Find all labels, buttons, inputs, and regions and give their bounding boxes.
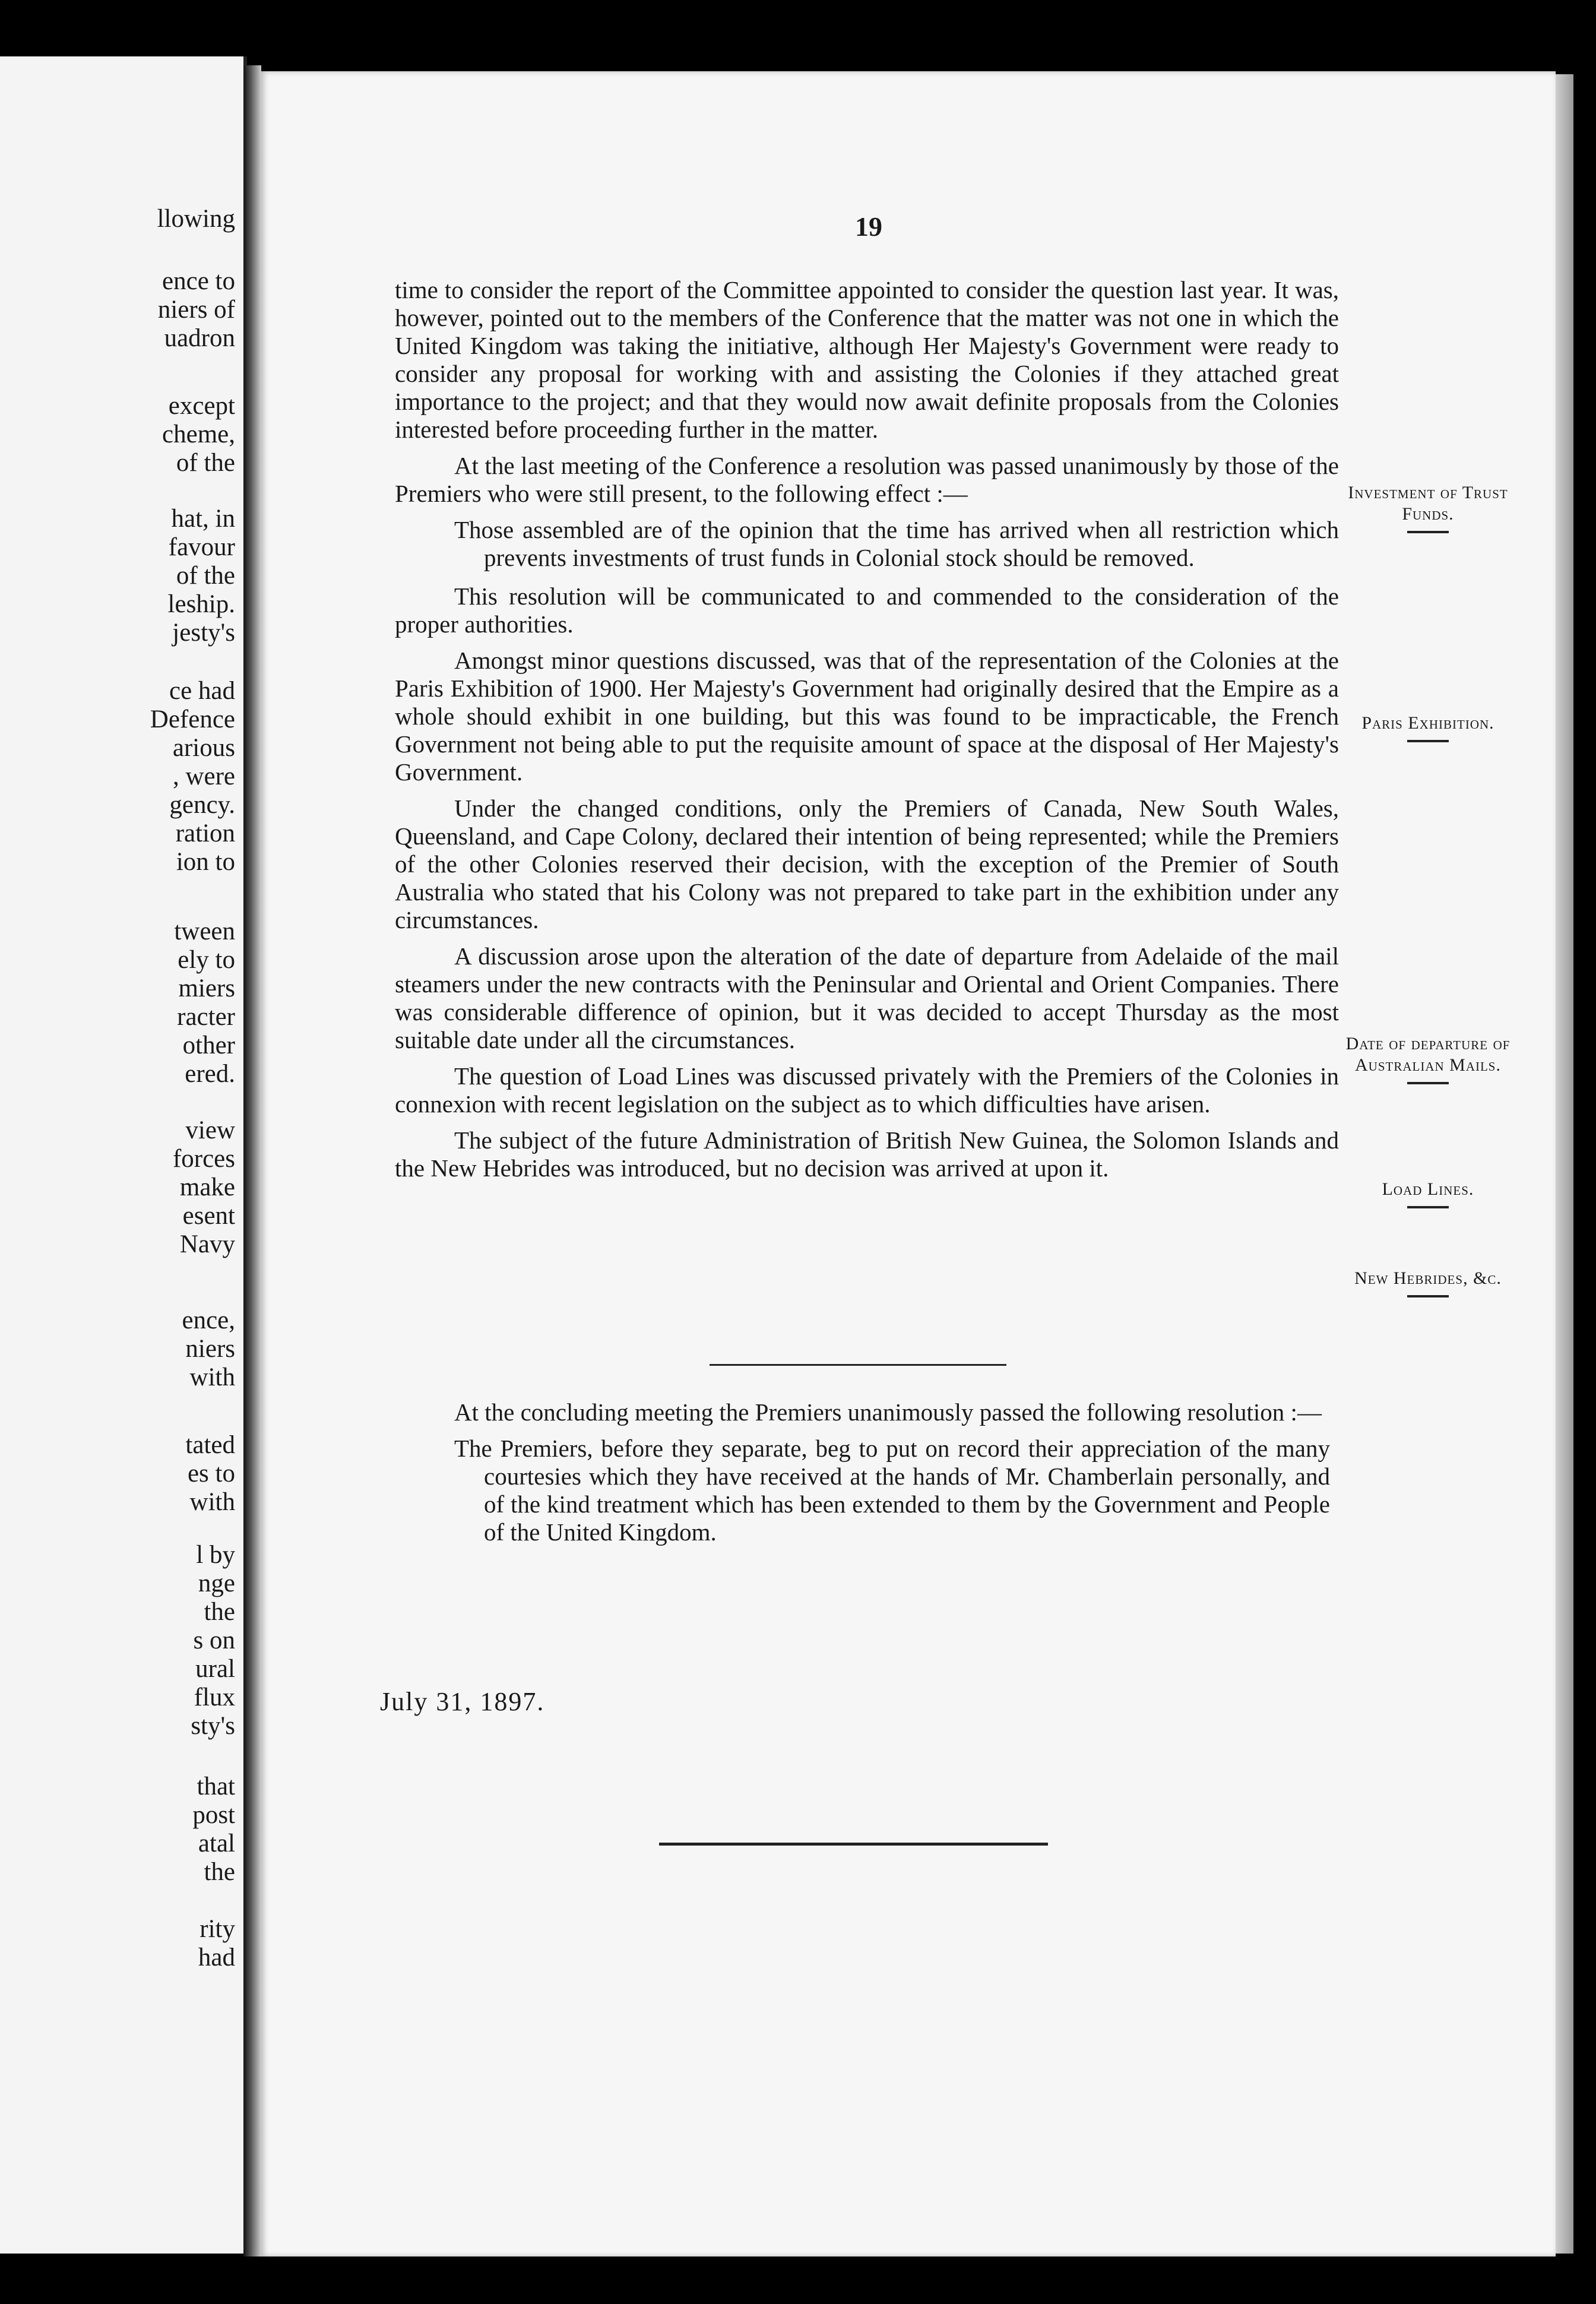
- left-page-text-fragment: sty's: [191, 1712, 235, 1740]
- book-gutter: [243, 65, 261, 2256]
- left-page-text-fragment: ered.: [185, 1060, 235, 1088]
- left-page-text-fragment: cheme,: [162, 420, 235, 448]
- left-page-text-fragment: niers of: [157, 296, 235, 324]
- paragraph-load-lines: The question of Load Lines was discussed privately with the Premiers of the Colonies in connexion with recent legislation on the subject as to which difficulties have arisen.: [395, 1062, 1339, 1118]
- left-page-text-fragment: rity: [200, 1915, 235, 1943]
- left-page-text-fragment: Defence: [150, 705, 235, 733]
- left-page-text-fragment: , were: [172, 762, 235, 790]
- left-page-text-fragment: ence,: [182, 1306, 235, 1334]
- paragraph-mail-steamers: A discussion arose upon the alteration of the date of departure from Adelaide of the mail steamers under the new contracts with the Peninsular and Oriental and Orient Companies. There was considerable difference of opinion, but it was decided to accept Thursday as the most suitable date under all the circumstances.: [395, 942, 1339, 1053]
- left-page-text-fragment: with: [189, 1363, 235, 1391]
- margin-rule: [1407, 1206, 1449, 1208]
- margin-rule: [1407, 740, 1449, 742]
- left-page-text-fragment: hat, in: [171, 505, 235, 533]
- left-page-text-fragment: ely to: [178, 946, 235, 974]
- left-page-text-fragment: es to: [187, 1460, 235, 1488]
- left-page-text-fragment: of the: [176, 449, 235, 477]
- left-page-text-fragment: except: [168, 392, 235, 420]
- left-page-text-fragment: forces: [172, 1145, 235, 1173]
- left-page-text-fragment: jesty's: [172, 619, 235, 647]
- left-page-text-fragment: racter: [177, 1003, 235, 1031]
- page-edge: [1556, 74, 1573, 2254]
- paragraph-changed-conditions: Under the changed conditions, only the Premiers of Canada, New South Wales, Queensland, and Cape Colony, declared their intention of being represented; while the Premiers of the other Colonies reserved their decision, with the exception of the Premier of South Australia who stated that his Colony was not prepared to take part in the exhibition under any circumstances.: [395, 795, 1339, 933]
- left-page-text-fragment: llowing: [157, 205, 235, 233]
- previous-page-fragment: [0, 56, 247, 2254]
- left-page-text-fragment: had: [198, 1944, 235, 1971]
- margin-note-mails: [1339, 1033, 1517, 1084]
- left-page-text-fragment: s on: [193, 1626, 235, 1654]
- page-number: 19: [855, 211, 882, 242]
- left-page-text-fragment: the: [204, 1598, 235, 1626]
- left-page-text-fragment: post: [192, 1801, 235, 1829]
- body-block-2: [395, 1398, 1330, 1557]
- left-page-text-fragment: miers: [178, 974, 235, 1002]
- margin-rule: [1407, 531, 1449, 533]
- left-page-text-fragment: flux: [194, 1683, 235, 1711]
- left-page-text-fragment: atal: [198, 1830, 235, 1857]
- left-page-text-fragment: ion to: [176, 848, 235, 876]
- left-page-text-fragment: tated: [185, 1431, 235, 1459]
- left-page-text-fragment: gency.: [169, 791, 235, 819]
- left-page-text-fragment: with: [189, 1488, 235, 1516]
- left-page-text-fragment: ration: [175, 819, 235, 847]
- margin-note-load-lines: [1339, 1179, 1517, 1208]
- margin-note-new-hebrides: [1339, 1268, 1517, 1297]
- left-page-text-fragment: uadron: [164, 324, 235, 352]
- left-page-text-fragment: ce had: [169, 677, 235, 705]
- paragraph-new-guinea: The subject of the future Administration of British New Guinea, the Solomon Islands and the New Hebrides was introduced, but no decision was arrived at upon it.: [395, 1126, 1339, 1182]
- left-page-text-fragment: that: [197, 1773, 235, 1800]
- left-page-text-fragment: other: [182, 1031, 235, 1059]
- margin-note-load-lines-text: Load Lines.: [1382, 1179, 1474, 1199]
- left-page-text-fragment: the: [204, 1858, 235, 1886]
- paragraph-communicated: This resolution will be communicated to and commended to the consideration of the proper authorities.: [395, 583, 1339, 638]
- left-page-text-fragment: nge: [198, 1569, 235, 1597]
- left-page-text-fragment: tween: [174, 917, 235, 945]
- body-block-1: [395, 276, 1339, 1191]
- margin-note-mails-text: Date of departure of Australian Mails.: [1345, 1034, 1510, 1075]
- left-page-text-fragment: esent: [182, 1202, 235, 1230]
- left-page-text-fragment: ence to: [162, 267, 235, 295]
- left-page-text-fragment: l by: [196, 1541, 235, 1569]
- paragraph-committee-report: time to consider the report of the Committee appointed to consider the question last year. It was, however, pointed out to the members of the Conference that the matter was not one in which the United Kingdom was taking the initiative, although Her Majesty's Government were ready to consider any proposal for working with and assisting the Colonies if they attached great importance to the project; and that they would now await definite proposals from the Colonies interested before proceeding further in the matter.: [395, 276, 1339, 443]
- paragraph-concluding-meeting: At the concluding meeting the Premiers unanimously passed the following resolution :—: [454, 1398, 1322, 1426]
- section-divider: [710, 1364, 1006, 1366]
- margin-note-paris: [1339, 713, 1517, 742]
- document-date: July 31, 1897.: [380, 1687, 545, 1716]
- resolution-trust-funds: Those assembled are of the opinion that the time has arrived when all restriction which prevents investments of trust funds in Colonial stock should be removed.: [454, 516, 1339, 571]
- left-page-text-fragment: leship.: [167, 590, 235, 618]
- left-page-text-fragment: arious: [172, 734, 235, 762]
- left-page-text-fragment: Navy: [179, 1230, 235, 1258]
- left-page-text-fragment: of the: [176, 562, 235, 590]
- margin-note-investment-text: Investment of Trust Funds.: [1348, 483, 1508, 524]
- margin-note-new-hebrides-text: New Hebrides, &c.: [1354, 1268, 1502, 1288]
- margin-note-investment: [1339, 482, 1517, 533]
- left-page-text-fragment: view: [185, 1116, 235, 1144]
- paragraph-paris-exhibition: Amongst minor questions discussed, was that of the representation of the Colonies at the Paris Exhibition of 1900. Her Majesty's Government had originally desired that the Empire as a whole should exhibit in one building, but this was found to be impracticable, the French Government not being able to put the requisite amount of space at the disposal of Her Majesty's Government.: [395, 647, 1339, 786]
- left-page-text-fragment: niers: [185, 1335, 235, 1363]
- left-page-text-fragment: make: [179, 1173, 235, 1201]
- left-page-text-fragment: ural: [195, 1655, 235, 1683]
- margin-rule: [1407, 1295, 1449, 1297]
- margin-note-paris-text: Paris Exhibition.: [1361, 713, 1494, 733]
- left-page-text-fragment: favour: [168, 533, 235, 561]
- paragraph-last-meeting: At the last meeting of the Conference a resolution was passed unanimously by those of the Premiers who were still present, to the following effect :—: [395, 452, 1339, 507]
- closing-rule: [659, 1843, 1048, 1846]
- margin-rule: [1407, 1082, 1449, 1084]
- resolution-appreciation: The Premiers, before they separate, beg to put on record their appreciation of the many courtesies which they have received at the hands of Mr. Chamberlain personally, and of the kind treatment which has been extended to them by the Government and People of the United Kingdom.: [454, 1435, 1330, 1546]
